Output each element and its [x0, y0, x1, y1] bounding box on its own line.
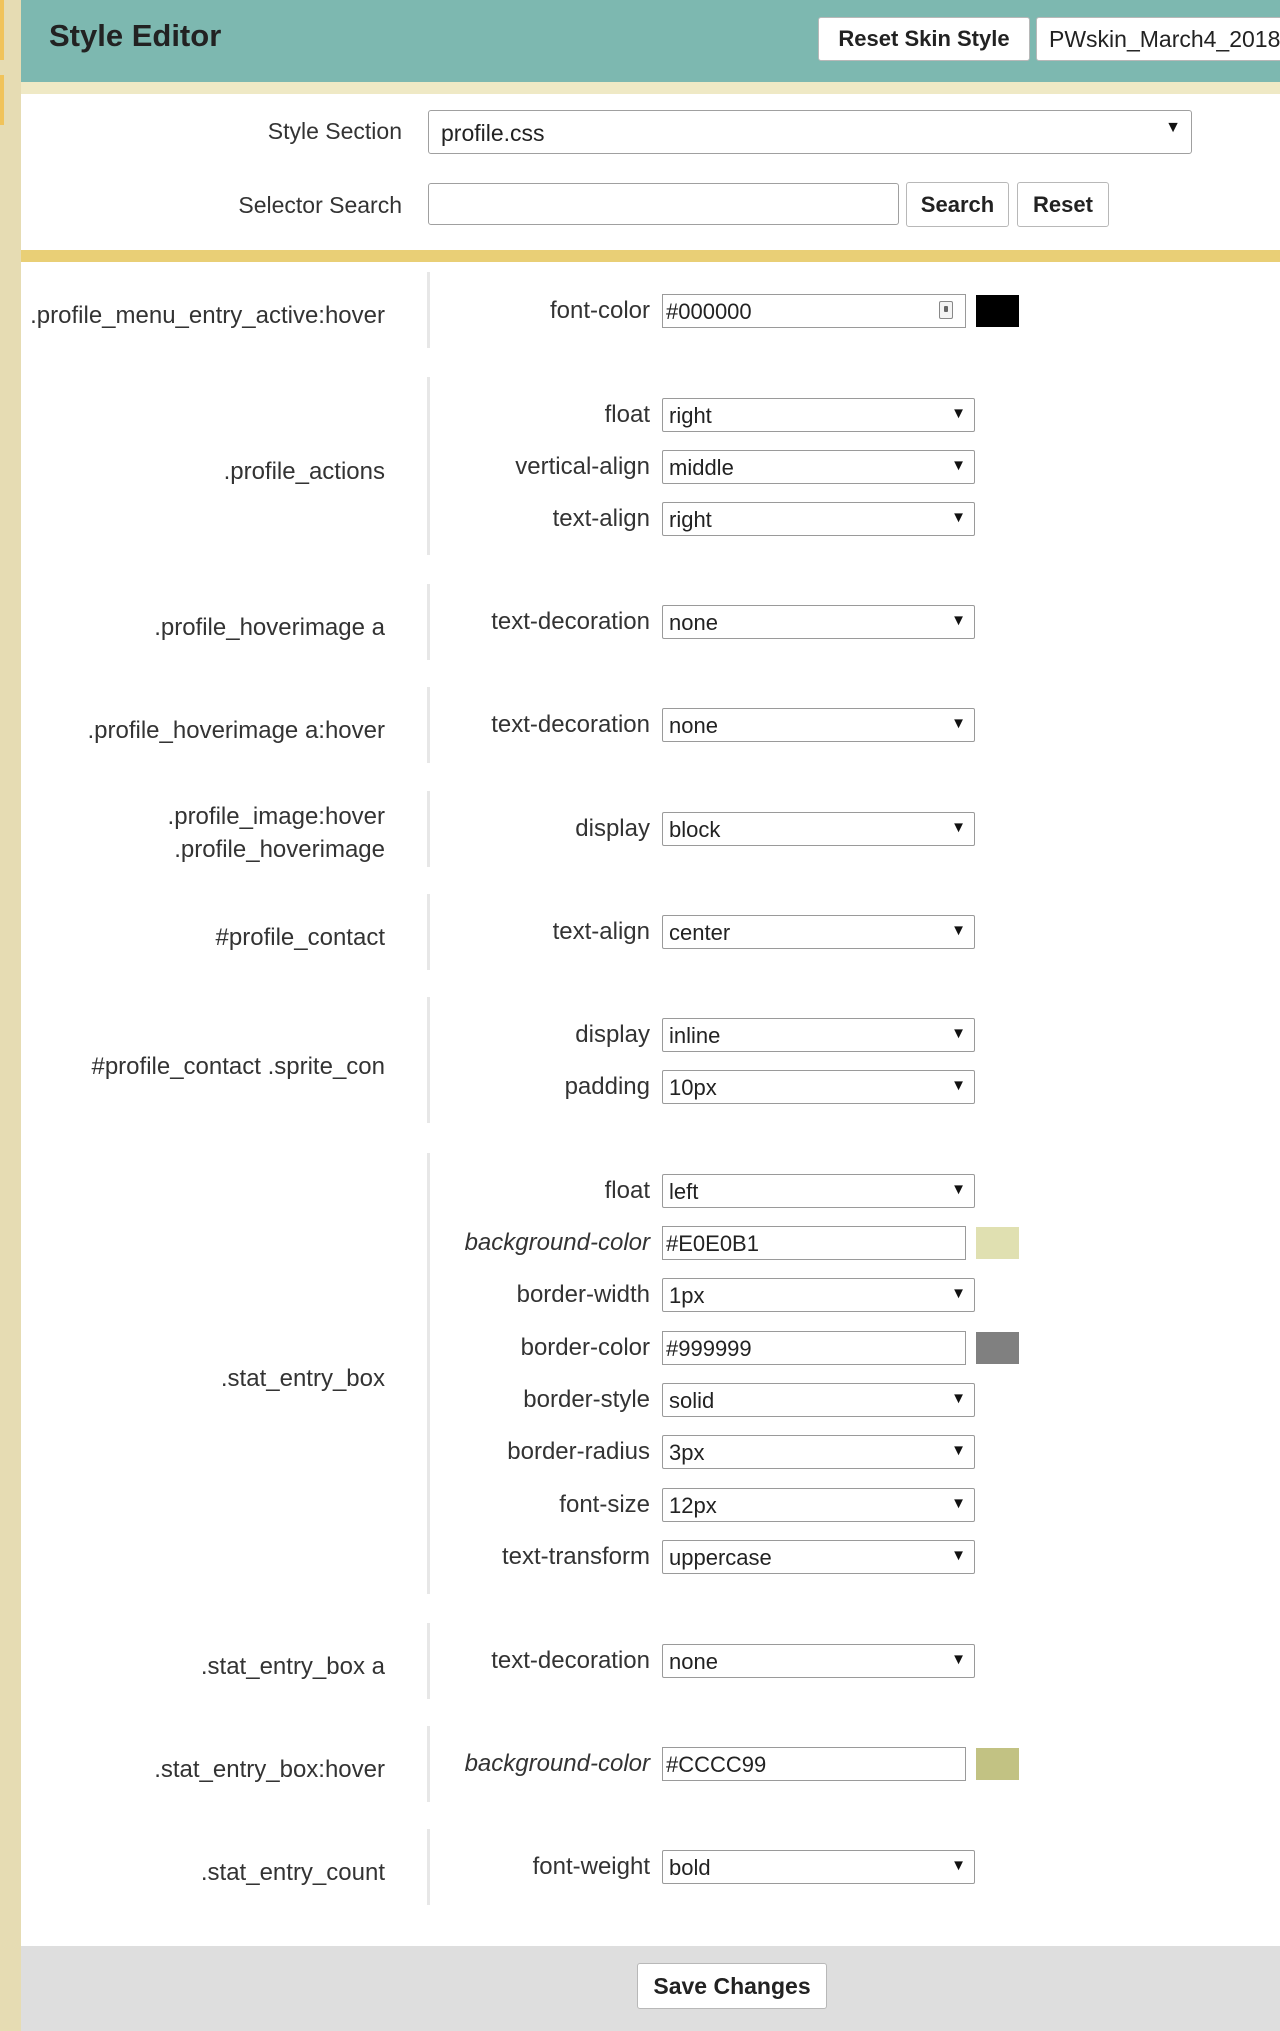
property-value: none	[669, 610, 718, 635]
contact-card-icon[interactable]	[939, 301, 953, 319]
property-value: uppercase	[669, 1545, 772, 1570]
style-section-select[interactable]	[428, 110, 1192, 154]
text-decoration-select[interactable]	[662, 605, 975, 639]
color-swatch[interactable]	[976, 1227, 1019, 1259]
chevron-down-icon: ▼	[951, 612, 966, 629]
selector-name: #profile_contact	[215, 924, 385, 951]
chevron-down-icon: ▼	[951, 1442, 966, 1459]
text-decoration-select[interactable]	[662, 1644, 975, 1678]
rule-divider	[427, 1726, 430, 1802]
editor-header	[21, 0, 1280, 82]
property-label: display	[575, 1021, 650, 1048]
rule-divider	[427, 894, 430, 970]
chevron-down-icon: ▼	[951, 1495, 966, 1512]
rule-divider	[427, 1829, 430, 1905]
property-label: text-align	[552, 505, 650, 532]
selector-search-label: Selector Search	[238, 192, 402, 218]
property-label: border-width	[516, 1281, 650, 1308]
property-value: left	[669, 1179, 699, 1204]
selector-name: .stat_entry_count	[200, 1859, 385, 1886]
property-label: display	[575, 815, 650, 842]
selector-name: .stat_entry_box:hover	[154, 1756, 385, 1783]
selector-name: .profile_hoverimage a:hover	[87, 717, 385, 744]
border-style-select[interactable]	[662, 1383, 975, 1417]
text-transform-select[interactable]	[662, 1540, 975, 1574]
border-color-input[interactable]	[662, 1331, 966, 1365]
property-value: none	[669, 713, 718, 738]
rule-divider	[427, 272, 430, 348]
rule-divider	[427, 997, 430, 1123]
selector-name-line: .profile_hoverimage	[174, 836, 385, 863]
rule-divider	[427, 1153, 430, 1594]
save-changes-button[interactable]: Save Changes	[637, 1963, 827, 2009]
property-label: float	[604, 1177, 650, 1204]
selector-name: .profile_actions	[223, 458, 385, 485]
font-weight-select[interactable]	[662, 1850, 975, 1884]
property-label: text-decoration	[491, 1647, 650, 1674]
property-value: bold	[669, 1855, 711, 1880]
text-align-select[interactable]	[662, 502, 975, 536]
selector-name: .profile_menu_entry_active:hover	[30, 302, 385, 329]
chevron-down-icon: ▼	[951, 1651, 966, 1668]
display-select[interactable]	[662, 1018, 975, 1052]
chevron-down-icon: ▼	[951, 1025, 966, 1042]
property-value: #999999	[666, 1336, 752, 1361]
style-section-label: Style Section	[267, 118, 402, 144]
background-color-input[interactable]	[662, 1747, 966, 1781]
chevron-down-icon: ▼	[951, 1077, 966, 1094]
float-select[interactable]	[662, 398, 975, 432]
reset-skin-style-button[interactable]: Reset Skin Style	[818, 17, 1030, 61]
property-label: text-transform	[501, 1543, 650, 1570]
float-select[interactable]	[662, 1174, 975, 1208]
property-value: middle	[669, 455, 734, 480]
rule-divider	[427, 377, 430, 555]
color-swatch[interactable]	[976, 295, 1019, 327]
border-width-select[interactable]	[662, 1278, 975, 1312]
property-value: center	[669, 920, 731, 945]
skin-name-field[interactable]: PWskin_March4_2018	[1036, 17, 1280, 61]
vertical-align-select[interactable]	[662, 450, 975, 484]
property-value: right	[669, 507, 712, 532]
selector-name-line: .profile_image:hover	[167, 803, 385, 830]
text-decoration-select[interactable]	[662, 708, 975, 742]
chevron-down-icon: ▼	[951, 819, 966, 836]
selector-name: .profile_hoverimage a	[154, 614, 385, 641]
page-title: Style Editor	[49, 18, 222, 53]
property-label: border-style	[523, 1386, 650, 1413]
chevron-down-icon: ▼	[951, 1857, 966, 1874]
property-label: font-size	[559, 1491, 650, 1518]
property-label: font-color	[549, 297, 650, 324]
chevron-down-icon: ▼	[951, 1390, 966, 1407]
property-value: block	[669, 817, 721, 842]
property-value: inline	[669, 1023, 721, 1048]
style-section-value: profile.css	[441, 120, 545, 146]
property-value: #CCCC99	[666, 1752, 767, 1777]
selector-name: .stat_entry_box a	[200, 1653, 385, 1680]
property-value: 3px	[669, 1440, 705, 1465]
property-label: text-align	[552, 918, 650, 945]
left-border-strip	[0, 0, 21, 2031]
rule-divider	[427, 791, 430, 867]
text-align-select[interactable]	[662, 915, 975, 949]
rule-divider	[427, 687, 430, 763]
search-button[interactable]: Search	[906, 182, 1009, 227]
header-divider	[21, 82, 1280, 94]
selector-search-input[interactable]	[428, 183, 899, 225]
rule-divider	[427, 1623, 430, 1699]
color-swatch[interactable]	[976, 1748, 1019, 1780]
chevron-down-icon: ▼	[951, 1181, 966, 1198]
chevron-down-icon: ▼	[951, 457, 966, 474]
selector-name: #profile_contact .sprite_con	[91, 1053, 385, 1080]
chevron-down-icon: ▼	[1165, 119, 1181, 136]
property-value: #000000	[666, 299, 752, 324]
property-value: 12px	[669, 1493, 717, 1518]
property-label: text-decoration	[491, 711, 650, 738]
property-label: background-color	[464, 1750, 650, 1777]
property-value: 1px	[669, 1283, 705, 1308]
rule-divider	[427, 584, 430, 660]
background-color-input[interactable]	[662, 1226, 966, 1260]
display-select[interactable]	[662, 812, 975, 846]
chevron-down-icon: ▼	[951, 405, 966, 422]
reset-button[interactable]: Reset	[1017, 182, 1109, 227]
padding-select[interactable]	[662, 1070, 975, 1104]
property-label: border-color	[520, 1334, 650, 1361]
left-strip-marker	[0, 0, 4, 60]
selector-name: .stat_entry_box	[220, 1365, 385, 1392]
border-radius-select[interactable]	[662, 1435, 975, 1469]
property-value: solid	[669, 1388, 715, 1413]
chevron-down-icon: ▼	[951, 1285, 966, 1302]
left-strip-marker	[0, 75, 4, 125]
property-label: text-decoration	[491, 608, 650, 635]
chevron-down-icon: ▼	[951, 1547, 966, 1564]
property-label: background-color	[464, 1229, 650, 1256]
property-value: right	[669, 403, 712, 428]
property-label: padding	[564, 1073, 650, 1100]
color-swatch[interactable]	[976, 1332, 1019, 1364]
property-label: border-radius	[507, 1438, 650, 1465]
font-size-select[interactable]	[662, 1488, 975, 1522]
font-color-input[interactable]	[662, 294, 966, 328]
property-value: 10px	[669, 1075, 717, 1100]
style-editor-panel	[21, 0, 1280, 2031]
editor-footer	[21, 1946, 1280, 2031]
section-separator	[21, 250, 1280, 262]
property-value: #E0E0B1	[666, 1231, 759, 1256]
property-label: vertical-align	[515, 453, 650, 480]
chevron-down-icon: ▼	[951, 922, 966, 939]
property-label: font-weight	[532, 1853, 650, 1880]
chevron-down-icon: ▼	[951, 715, 966, 732]
property-label: float	[604, 401, 650, 428]
chevron-down-icon: ▼	[951, 509, 966, 526]
property-value: none	[669, 1649, 718, 1674]
